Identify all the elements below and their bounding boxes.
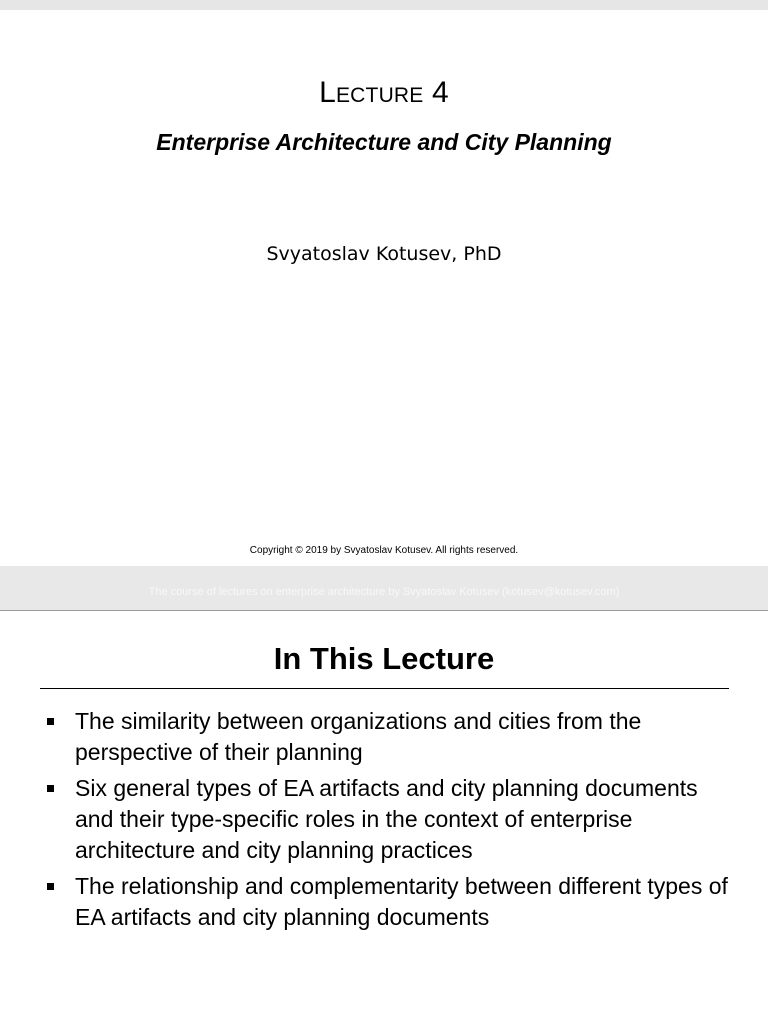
top-strip (0, 0, 768, 10)
list-item (0, 871, 768, 933)
footer-band (0, 566, 768, 610)
copyright-notice: Copyright © 2019 by Svyatoslav Kotusev. All rights reserved. (249, 545, 519, 556)
square-bullet-icon (47, 718, 54, 725)
author-name: Svyatoslav Kotusev, PhD (266, 243, 502, 265)
title-underline (40, 688, 729, 689)
content-slide (0, 611, 768, 1024)
square-bullet-icon (47, 785, 54, 792)
bullet-text: Six general types of EA artifacts and city planning documents and their type-specific roles in the context of enterprise architecture and city planning practices (75, 775, 698, 863)
lecture-title: Lecture 4 (319, 76, 449, 109)
list-item (0, 773, 768, 866)
bullet-list (0, 706, 768, 938)
bullet-text: The relationship and complementarity between different types of EA artifacts and city planning documents (75, 873, 728, 930)
square-bullet-icon (47, 883, 54, 890)
bullet-text: The similarity between organizations and cities from the perspective of their planning (75, 708, 642, 765)
footer-text: The course of lectures on enterprise architecture by Svyatoslav Kotusev (kotusev@kotusev.com) (148, 586, 620, 598)
lecture-subtitle: Enterprise Architecture and City Planning (156, 129, 612, 155)
title-slide (0, 10, 768, 566)
slide-title: In This Lecture (273, 641, 495, 676)
list-item (0, 706, 768, 768)
